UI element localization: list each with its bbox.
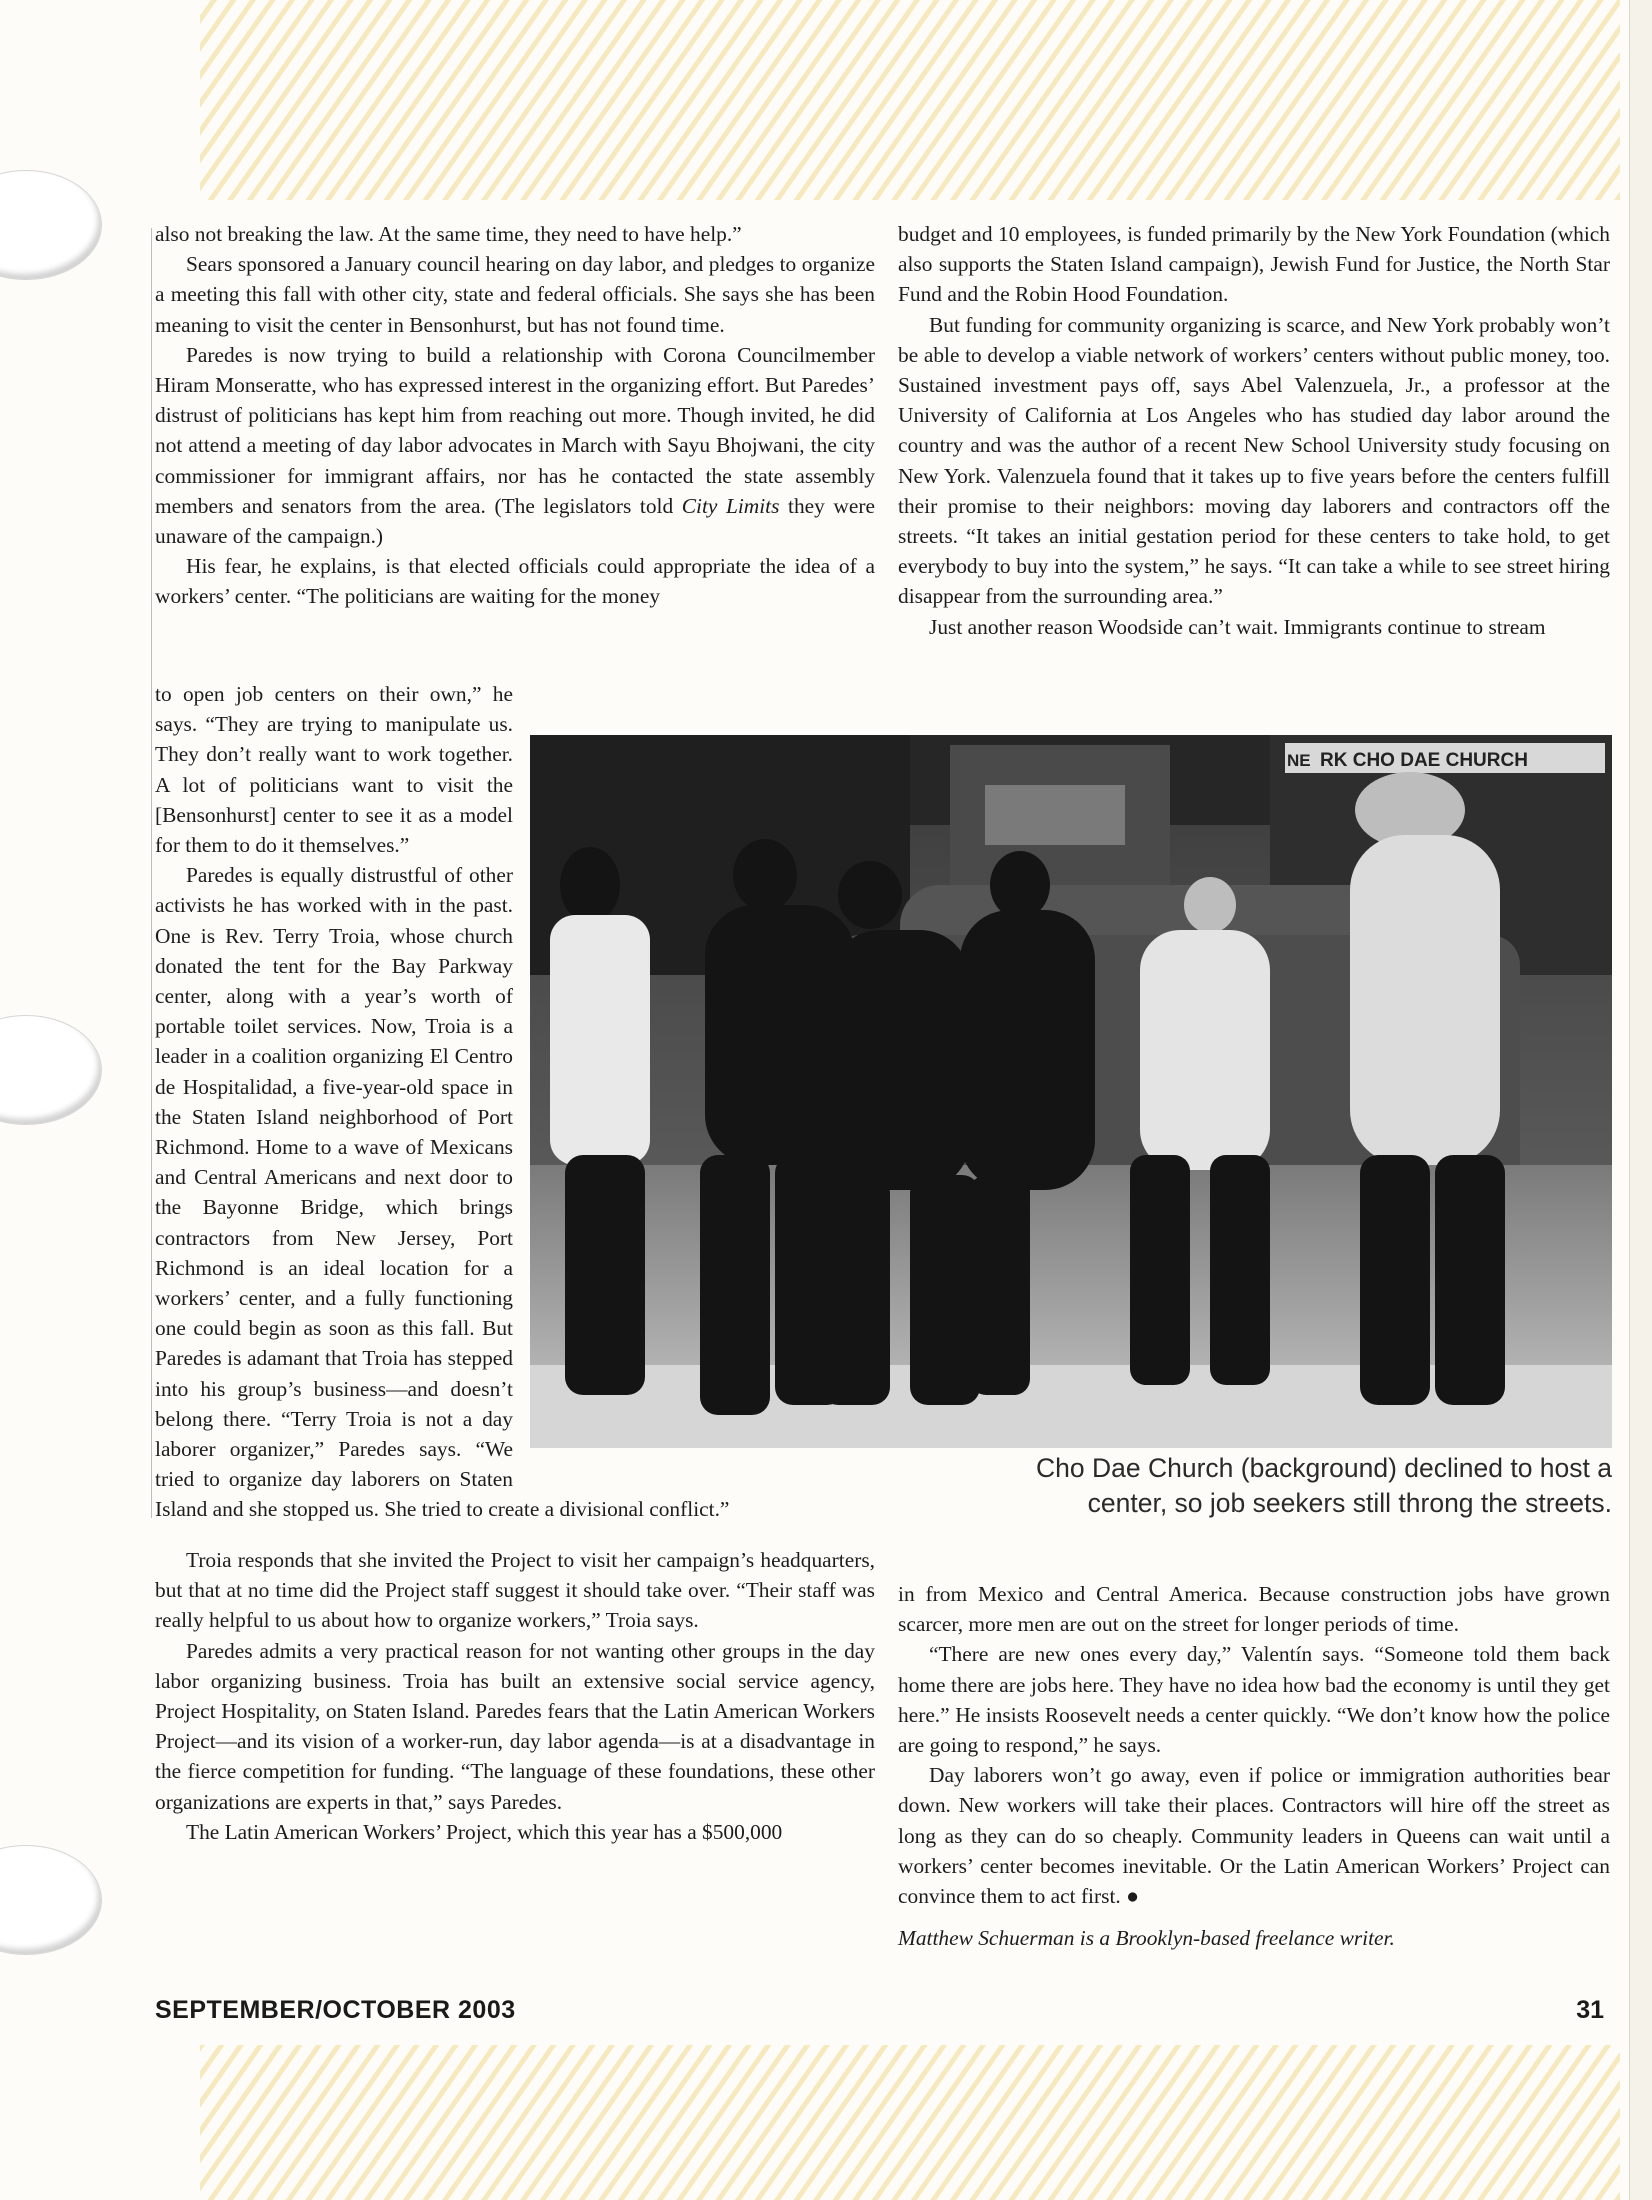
page-edge xyxy=(1629,0,1652,2200)
paragraph: But funding for community organizing is scarce, and New York probably won’t be able to develop a viable network of workers’ centers without public money, too. Sustained investment pays off, says Abel Valenzuela, Jr., a professor at the University of California at Los Angeles who has studied day labor around the country and was the author of a recent New School University study focusing on New York. Valenzuela found that it takes up to five years before the centers fulfill their promise to their neighbors: moving day laborers and contractors off the streets. “It takes an initial gestation period for these centers to take hold, to get everybody to buy into the system,” he says. “It can take a while to see street hiring disappear from the surrounding area.” xyxy=(898,312,1610,609)
margin-rule xyxy=(151,228,152,1518)
author-byline: Matthew Schuerman is a Brooklyn-based freelance writer. xyxy=(898,1926,1395,1951)
publication-name: City Limits xyxy=(681,493,780,518)
paragraph: Paredes is equally distrustful of other activists he has worked with in the past. One is Rev. Terry Troia, whose church donated the tent for the Bay Parkway center, along with a year’s worth of portable toilet services. Now, Troia is a leader in a coalition organizing El Centro de Hospitalidad, a five-year-old space in the Staten Island neighborhood of Port Richmond. Home to a wave of Mexicans and Central Americans and next door to the Bayonne Bridge, which brings contractors from New Jersey, Port Richmond is an ideal location for a workers’ center, and a fully functioning one could begin as soon as this fall. But Paredes is adamant that Troia has stepped into his group’s business—and doesn’t belong there. “Terry Troia is not a day laborer organizer,” Paredes says. “We tried to organize day laborers on Staten Island and she stopped us. She tried to create a divisional conflict.” xyxy=(155,863,730,1522)
paragraph: to open job centers on their own,” he says. “They are trying to manipulate us. They don’t really want to work together. A lot of politicians want to visit the [Bensonhurst] center to see it as a model for them to do it themselves.” xyxy=(155,682,513,858)
paragraph: in from Mexico and Central America. Because construction jobs have grown scarcer, more men are out on the street for longer periods of time. xyxy=(898,1582,1610,1637)
page-number: 31 xyxy=(1576,1996,1604,2024)
caption-line-1: Cho Dae Church (background) declined to host a xyxy=(1036,1453,1612,1483)
left-column-top xyxy=(155,219,875,612)
paragraph: also not breaking the law. At the same time, they need to have help.” xyxy=(155,222,742,246)
church-sign-fragment: NE xyxy=(1287,751,1311,770)
church-sign-text: RK CHO DAE CHURCH xyxy=(1320,750,1528,771)
paragraph: Paredes admits a very practical reason for not wanting other groups in the day labor organizing business. Troia has built an extensive social service agency, Project Hospitality, on Staten Island. Paredes fears that the Latin American Workers Project—and its vision of a worker-run, day labor agenda—is at a disadvantage in the fierce competition for funding. “The language of these foundations, these other organizations are experts in that,” says Paredes. xyxy=(155,1638,875,1814)
binder-hole-icon xyxy=(0,1015,102,1125)
paragraph: budget and 10 employees, is funded primarily by the New York Foundation (which also supports the Staten Island campaign), Jewish Fund for Justice, the North Star Fund and the Robin Hood Foundation. xyxy=(898,222,1610,307)
decorative-stripes-top xyxy=(200,0,1620,200)
binder-hole-icon xyxy=(0,170,102,280)
paragraph: His fear, he explains, is that elected officials could appropriate the idea of a workers’ center. “The politicians are waiting for the money xyxy=(155,554,875,609)
caption-line-2: center, so job seekers still throng the streets. xyxy=(1087,1488,1612,1518)
paragraph: Paredes is now trying to build a relationship with Corona Councilmember Hiram Monseratte, who has expressed interest in the organizing effort. But Paredes’ distrust of politicians has kept him from reaching out more. Though invited, he did not attend a meeting of day labor advocates in March with Sayu Bhojwani, the city commissioner for immigrant affairs, nor has he contacted the state assembly members and senators from the area. (The legislators told City Limits they were unaware of the campaign.) xyxy=(155,342,875,549)
paragraph: Day laborers won’t go away, even if police or immigration authorities bear down. New workers will take their places. Contractors will hire off the street as long as they can do so cheaply. Community leaders in Queens can wait until a workers’ center becomes inevitable. Or the Latin American Workers’ Project can convince them to act first. ● xyxy=(898,1763,1610,1909)
paragraph: Troia responds that she invited the Project to visit her campaign’s headquarters, but that at no time did the Project staff suggest it should take over. “Their staff was really helpful to us about how to organize workers,” Troia says. xyxy=(155,1548,875,1633)
street-photo-illustration xyxy=(530,735,1612,1448)
right-column-bottom xyxy=(898,1579,1610,1953)
right-column-top xyxy=(898,219,1610,642)
end-mark-icon: ● xyxy=(1126,1884,1140,1909)
street-photo xyxy=(530,735,1612,1448)
photo-caption xyxy=(880,1451,1612,1521)
binder-hole-icon xyxy=(0,1845,102,1955)
issue-date: SEPTEMBER/OCTOBER 2003 xyxy=(155,1996,516,2024)
paragraph: “There are new ones every day,” Valentín says. “Someone told them back home there are jobs here. They have no idea how bad the economy is until they get here.” He insists Roosevelt needs a center quickly. “We don’t know how the police are going to respond,” he says. xyxy=(898,1642,1610,1758)
decorative-stripes-bottom xyxy=(200,2045,1620,2200)
left-column-bottom xyxy=(155,1545,875,1847)
paragraph: The Latin American Workers’ Project, which this year has a $500,000 xyxy=(186,1819,783,1844)
paragraph: Sears sponsored a January council hearing on day labor, and pledges to organize a meeting this fall with other city, state and federal officials. She says she has been meaning to visit the center in Bensonhurst, but has not found time. xyxy=(155,252,875,337)
paragraph: Just another reason Woodside can’t wait. Immigrants continue to stream xyxy=(929,614,1546,639)
